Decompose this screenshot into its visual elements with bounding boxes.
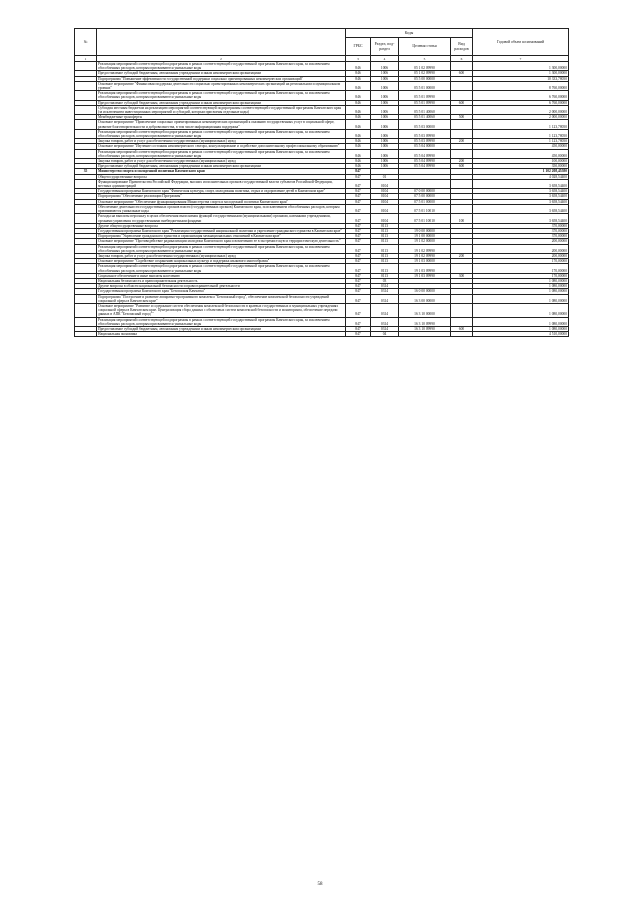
- row-section: 0113: [371, 264, 399, 273]
- row-expense: [451, 204, 473, 213]
- row-article: 05 5 01 09990: [399, 100, 451, 105]
- row-article: 05 1 02 09990: [399, 71, 451, 76]
- row-grbs: 847: [346, 294, 371, 303]
- row-name: Закупка товаров, работ и услуг для обеспечения государственных (муниципальных) нужд: [97, 159, 346, 164]
- row-name: Субсидия местным бюджетам на реализацию мероприятий соответствующей подпрограммы соответствующей государственной программы Камчатского края (за исключением инвестиционных мероприятий и субсидий, которым присвоены отдельные коды): [97, 105, 346, 114]
- row-grbs: 846: [346, 164, 371, 169]
- row-section: 1006: [371, 62, 399, 71]
- row-section: 0113: [371, 273, 399, 278]
- row-grbs: 847: [346, 317, 371, 326]
- row-section: 03: [371, 278, 399, 283]
- row-amount: 2 000,00000: [473, 115, 569, 120]
- row-expense: 200: [451, 253, 473, 258]
- table-row: [75, 179, 569, 188]
- row-expense: 200: [451, 159, 473, 164]
- table-row: [75, 317, 569, 326]
- row-expense: 600: [451, 71, 473, 76]
- table-body: [75, 62, 569, 337]
- row-amount: 1 300,00000: [473, 62, 569, 71]
- row-name: Подпрограмма "Укрепление гражданского единства и гармонизация межнациональных отношений в Камчатском крае": [97, 234, 346, 239]
- row-amount: 1 123,78050: [473, 139, 569, 144]
- row-name: Функционирование Правительства Российской Федерации, высших исполнительных органов государственной власти субъектов Российской Федерации, местных администраций: [97, 179, 346, 188]
- header-annual: Годовой объем ассигнований: [473, 29, 569, 56]
- row-amount: 3 658,54400: [473, 189, 569, 194]
- row-article: 16 3 00 00000: [399, 294, 451, 303]
- row-article: 05 5 04 09990: [399, 149, 451, 158]
- row-name: Реализация мероприятий соответствующей подпрограммы в рамках соответствующей государственной программы Камчатского края, за исключением обособленных расходов, которым присваиваются уникальные коды: [97, 149, 346, 158]
- row-number: [75, 129, 97, 138]
- row-article: [399, 332, 451, 337]
- row-amount: 1 080,00000: [473, 326, 569, 331]
- row-number: [75, 204, 97, 213]
- row-grbs: 846: [346, 76, 371, 81]
- row-amount: 450,00000: [473, 144, 569, 149]
- row-article: 16 3 10 00000: [399, 303, 451, 317]
- row-expense: 300: [451, 273, 473, 278]
- row-number: [75, 91, 97, 100]
- row-grbs: 846: [346, 81, 371, 90]
- row-amount: 3 658,54400: [473, 194, 569, 199]
- row-number: [75, 317, 97, 326]
- row-section: 0104: [371, 189, 399, 194]
- header-grbs: ГРБС: [346, 38, 371, 56]
- row-number: 35: [75, 169, 97, 174]
- row-section: 1006: [371, 81, 399, 90]
- row-section: 0113: [371, 239, 399, 244]
- row-grbs: 847: [346, 259, 371, 264]
- row-name: Реализация мероприятий соответствующей подпрограммы в рамках соответствующей государственной программы Камчатского края, за исключением обособленных расходов, которым присваиваются уникальные коды: [97, 317, 346, 326]
- table-row: [75, 62, 569, 71]
- row-name: Общегосударственные вопросы: [97, 174, 346, 179]
- row-name: Реализация мероприятий соответствующей подпрограммы в рамках соответствующей государственной программы Камчатского края, за исключением обособленных расходов, которым присваиваются уникальные коды: [97, 62, 346, 71]
- row-section: 0113: [371, 253, 399, 258]
- row-amount: 170,00000: [473, 259, 569, 264]
- row-section: 1006: [371, 71, 399, 76]
- row-grbs: 846: [346, 105, 371, 114]
- row-grbs: 847: [346, 326, 371, 331]
- row-expense: [451, 332, 473, 337]
- row-article: 19 1 02 00000: [399, 239, 451, 244]
- row-name: Министерство спорта и молодежной политики Камчатского края: [97, 169, 346, 174]
- row-section: 0314: [371, 303, 399, 317]
- row-amount: 170,00000: [473, 264, 569, 273]
- row-amount: 370,00000: [473, 223, 569, 228]
- row-grbs: 847: [346, 179, 371, 188]
- row-name: Подпрограмма "Повышение эффективности государственной поддержки социально ориентированных некоммерческих организаций": [97, 76, 346, 81]
- row-section: 0113: [371, 244, 399, 253]
- row-section: 0113: [371, 228, 399, 233]
- row-section: 1006: [371, 91, 399, 100]
- row-article: 16 3 10 09990: [399, 326, 451, 331]
- row-grbs: 846: [346, 139, 371, 144]
- row-article: 07 0 00 00000: [399, 189, 451, 194]
- row-expense: 200: [451, 139, 473, 144]
- row-number: [75, 214, 97, 223]
- row-expense: 500: [451, 115, 473, 120]
- row-expense: [451, 149, 473, 158]
- row-name: Государственная программа Камчатского края "Реализация государственной национальной политики и укрепление гражданского единства в Камчатском крае": [97, 228, 346, 233]
- row-section: 1006: [371, 100, 399, 105]
- row-expense: [451, 179, 473, 188]
- row-article: 16 0 00 00000: [399, 289, 451, 294]
- header-section: Раздел, под-раздел: [371, 38, 399, 56]
- row-amount: 370,00000: [473, 234, 569, 239]
- row-expense: [451, 81, 473, 90]
- row-number: [75, 105, 97, 114]
- row-article: 05 5 01 40060: [399, 115, 451, 120]
- row-name: Основное мероприятие "Привлечение социально ориентированных некоммерческих организаций к оказанию государственных услуг в социальной сфере, развитие благотворительности и добровольчества, в том числе информационная поддержка": [97, 120, 346, 129]
- row-number: [75, 81, 97, 90]
- row-section: 1006: [371, 76, 399, 81]
- header-expense: Вид расходов: [451, 38, 473, 56]
- row-amount: 1 080,00000: [473, 317, 569, 326]
- row-grbs: 847: [346, 174, 371, 179]
- row-article: 05 5 01 09990: [399, 91, 451, 100]
- row-grbs: 847: [346, 289, 371, 294]
- row-name: Подпрограмма "Построение и развитие аппаратно-программного комплекса "Безопасный город", обеспечение комплексной безопасности учреждений социальной сферы в Камчатском крае": [97, 294, 346, 303]
- row-expense: [451, 62, 473, 71]
- row-name: Основное мероприятие "Обеспечение функционирования Министерства спорта и молодежной политики Камчатского края": [97, 199, 346, 204]
- row-number: [75, 120, 97, 129]
- row-section: 1006: [371, 149, 399, 158]
- row-amount: 1 080,00000: [473, 294, 569, 303]
- row-name: Обеспечение деятельности государственных органов власти (государственных органов) Камчатского края, за исключением обособленных расходов, которым присваиваются уникальные коды: [97, 204, 346, 213]
- row-grbs: 847: [346, 199, 371, 204]
- row-number: [75, 264, 97, 273]
- table-row: [75, 294, 569, 303]
- row-section: 0104: [371, 199, 399, 204]
- row-amount: 10 333,78050: [473, 76, 569, 81]
- row-expense: [451, 264, 473, 273]
- row-name: Основное мероприятие "Содействие сохранению национальных культур и поддержка языкового многообразия": [97, 259, 346, 264]
- table-row: [75, 264, 569, 273]
- row-name: Другие вопросы в области национальной безопасности и правоохранительной деятельности: [97, 284, 346, 289]
- row-grbs: 846: [346, 159, 371, 164]
- row-section: 0104: [371, 204, 399, 213]
- row-article: 19 1 03 00000: [399, 259, 451, 264]
- row-section: 1006: [371, 139, 399, 144]
- row-amount: 6 760,00000: [473, 100, 569, 105]
- row-name: Закупка товаров, работ и услуг для обеспечения государственных (муниципальных) нужд: [97, 139, 346, 144]
- row-name: Социальное обеспечение и иные выплаты населению: [97, 273, 346, 278]
- row-name: Предоставление субсидий бюджетным, автономным учреждениям и иным некоммерческим организациям: [97, 326, 346, 331]
- row-name: Основное мероприятие "Финансовая поддержка деятельности социально ориентированных некоммерческих организаций на региональном и муниципальном уровнях": [97, 81, 346, 90]
- row-name: Предоставление субсидий бюджетным, автономным учреждениям и иным некоммерческим организациям: [97, 100, 346, 105]
- row-amount: 4 510,00000: [473, 332, 569, 337]
- row-amount: 100,00000: [473, 159, 569, 164]
- row-expense: [451, 129, 473, 138]
- row-number: [75, 179, 97, 188]
- column-number: 3: [346, 56, 371, 62]
- row-grbs: 846: [346, 91, 371, 100]
- column-number: 4: [371, 56, 399, 62]
- row-name: Реализация мероприятий соответствующей подпрограммы в рамках соответствующей государственной программы Камчатского края, за исключением обособленных расходов, которым присваиваются уникальные коды: [97, 264, 346, 273]
- row-grbs: 847: [346, 228, 371, 233]
- row-article: 07 5 01 00000: [399, 199, 451, 204]
- row-section: 1006: [371, 115, 399, 120]
- row-amount: 3 658,54400: [473, 179, 569, 188]
- row-section: 0113: [371, 259, 399, 264]
- row-amount: 6 760,00000: [473, 91, 569, 100]
- row-grbs: 846: [346, 120, 371, 129]
- table-row: [75, 120, 569, 129]
- row-amount: 1 123,78050: [473, 129, 569, 138]
- row-article: [399, 179, 451, 188]
- row-article: 05 1 02 09990: [399, 62, 451, 71]
- header-article: Целевая статья: [399, 38, 451, 56]
- row-grbs: 847: [346, 264, 371, 273]
- row-grbs: 846: [346, 100, 371, 105]
- row-amount: 450,00000: [473, 149, 569, 158]
- row-section: 0314: [371, 326, 399, 331]
- row-amount: 1 123,78050: [473, 120, 569, 129]
- row-article: 05 5 04 00000: [399, 144, 451, 149]
- row-amount: 1 300,00000: [473, 71, 569, 76]
- row-expense: 600: [451, 164, 473, 169]
- row-article: 07 5 00 00000: [399, 194, 451, 199]
- row-article: 19 1 00 00000: [399, 234, 451, 239]
- row-amount: 3 658,54400: [473, 204, 569, 213]
- row-section: 1006: [371, 105, 399, 114]
- row-section: 1006: [371, 164, 399, 169]
- row-grbs: 846: [346, 144, 371, 149]
- row-article: 19 1 02 09990: [399, 244, 451, 253]
- row-grbs: 847: [346, 223, 371, 228]
- row-article: 05 5 04 09990: [399, 164, 451, 169]
- row-grbs: 846: [346, 71, 371, 76]
- row-section: 1006: [371, 144, 399, 149]
- row-number: [75, 62, 97, 71]
- table-row: [75, 105, 569, 114]
- row-section: 01: [371, 174, 399, 179]
- row-section: 0314: [371, 284, 399, 289]
- row-number: [75, 294, 97, 303]
- row-article: 05 5 03 09990: [399, 139, 451, 144]
- row-name: Государственная программа Камчатского края "Безопасная Камчатка": [97, 289, 346, 294]
- row-grbs: 847: [346, 273, 371, 278]
- column-number: 2: [97, 56, 346, 62]
- row-article: 05 5 01 40060: [399, 105, 451, 114]
- row-expense: 100: [451, 214, 473, 223]
- row-number: [75, 303, 97, 317]
- row-article: 05 5 03 09990: [399, 129, 451, 138]
- row-amount: 3 658,54400: [473, 214, 569, 223]
- column-number: 7: [473, 56, 569, 62]
- row-name: Национальная экономика: [97, 332, 346, 337]
- row-article: 05 5 04 09990: [399, 159, 451, 164]
- row-article: 07 5 01 10010: [399, 214, 451, 223]
- row-amount: 1 102 208,45580: [473, 169, 569, 174]
- row-grbs: 847: [346, 332, 371, 337]
- row-article: 07 5 01 10010: [399, 204, 451, 213]
- row-grbs: 846: [346, 62, 371, 71]
- row-expense: [451, 244, 473, 253]
- row-amount: 200,00000: [473, 244, 569, 253]
- row-grbs: 846: [346, 115, 371, 120]
- row-article: 19 1 03 09990: [399, 273, 451, 278]
- table-row: [75, 149, 569, 158]
- row-name: Реализация мероприятий соответствующей подпрограммы в рамках соответствующей государственной программы Камчатского края, за исключением обособленных расходов, которым присваиваются уникальные коды: [97, 244, 346, 253]
- row-grbs: 847: [346, 239, 371, 244]
- row-name: Государственная программа Камчатского края "Физическая культура, спорт, молодежная политика, отдых и оздоровление детей в Камчатском крае": [97, 189, 346, 194]
- row-expense: [451, 303, 473, 317]
- budget-table: [74, 28, 569, 337]
- row-amount: 200,00000: [473, 253, 569, 258]
- row-amount: 8 760,00000: [473, 81, 569, 90]
- row-section: 0314: [371, 294, 399, 303]
- table-row: [75, 91, 569, 100]
- row-article: 05 5 01 00000: [399, 81, 451, 90]
- row-amount: 1 080,00000: [473, 284, 569, 289]
- row-name: Закупка товаров, работ и услуг для обеспечения государственных (муниципальных) нужд: [97, 253, 346, 258]
- row-expense: 600: [451, 100, 473, 105]
- row-name: Реализация мероприятий соответствующей подпрограммы в рамках соответствующей государственной программы Камчатского края, за исключением обособленных расходов, которым присваиваются уникальные коды: [97, 129, 346, 138]
- row-article: 05 5 03 00000: [399, 120, 451, 129]
- row-amount: 200,00000: [473, 239, 569, 244]
- row-section: 0314: [371, 289, 399, 294]
- row-amount: 1 080,00000: [473, 278, 569, 283]
- header-name: [97, 29, 346, 56]
- row-grbs: 847: [346, 234, 371, 239]
- row-grbs: 847: [346, 253, 371, 258]
- row-name: Предоставление субсидий бюджетным, автономным учреждениям и иным некоммерческим организациям: [97, 71, 346, 76]
- row-amount: 2 000,00000: [473, 105, 569, 114]
- row-grbs: 847: [346, 303, 371, 317]
- row-number: [75, 149, 97, 158]
- row-grbs: 846: [346, 149, 371, 158]
- table-row: [75, 332, 569, 337]
- row-amount: 3 658,54400: [473, 199, 569, 204]
- header-num: №: [75, 29, 97, 56]
- row-expense: 600: [451, 326, 473, 331]
- row-amount: 1 080,00000: [473, 289, 569, 294]
- column-number: 5: [399, 56, 451, 62]
- row-number: [75, 244, 97, 253]
- row-article: 16 3 10 09990: [399, 317, 451, 326]
- row-grbs: 847: [346, 278, 371, 283]
- table-row: [75, 303, 569, 317]
- row-name: Межбюджетные трансферты: [97, 115, 346, 120]
- row-grbs: 847: [346, 169, 371, 174]
- header-codes: Коды: [346, 29, 473, 38]
- row-section: 0314: [371, 317, 399, 326]
- row-article: 19 1 03 09990: [399, 264, 451, 273]
- row-amount: 170,00000: [473, 273, 569, 278]
- row-grbs: 847: [346, 244, 371, 253]
- row-number: [75, 332, 97, 337]
- row-article: 05 5 00 00000: [399, 76, 451, 81]
- row-amount: 1 080,00000: [473, 303, 569, 317]
- budget-table-sheet: [74, 28, 568, 337]
- row-name: Реализация мероприятий соответствующей подпрограммы в рамках соответствующей государственной программы Камчатского края, за исключением обособленных расходов, которым присваиваются уникальные коды: [97, 91, 346, 100]
- table-row: [75, 214, 569, 223]
- table-row: [75, 244, 569, 253]
- row-name: Основное мероприятие "Изучение состояния некоммерческого сектора, консультирование и содействие дополнительному профессиональному образованию": [97, 144, 346, 149]
- row-name: Расходы на выплаты персоналу в целях обеспечения выполнения функций государственными (муниципальными) органами, казенными учреждениями, органами управления государственными внебюджетными фондами: [97, 214, 346, 223]
- row-expense: [451, 91, 473, 100]
- row-section: 0104: [371, 179, 399, 188]
- row-name: Национальная безопасность и правоохранительная деятельность: [97, 278, 346, 283]
- row-section: 0113: [371, 223, 399, 228]
- row-article: 19 0 00 00000: [399, 228, 451, 233]
- row-expense: [451, 294, 473, 303]
- row-article: 19 1 02 09990: [399, 253, 451, 258]
- table-row: [75, 204, 569, 213]
- row-name: Другие общегосударственные вопросы: [97, 223, 346, 228]
- row-section: 04: [371, 332, 399, 337]
- row-grbs: 847: [346, 194, 371, 199]
- row-section: 1006: [371, 120, 399, 129]
- row-section: 1006: [371, 129, 399, 138]
- row-name: Предоставление субсидий бюджетным, автономным учреждениям и иным некоммерческим организациям: [97, 164, 346, 169]
- column-number: 1: [75, 56, 97, 62]
- table-row: [75, 129, 569, 138]
- row-grbs: 847: [346, 204, 371, 213]
- row-name: Основное мероприятие "Противодействие радикализации молодежи Камчатского края и вовлечению ее в экстремистскую и террористическую деятельность": [97, 239, 346, 244]
- row-expense: [451, 120, 473, 129]
- row-amount: 370,00000: [473, 228, 569, 233]
- row-expense: [451, 105, 473, 114]
- row-grbs: 847: [346, 189, 371, 194]
- row-section: 0113: [371, 234, 399, 239]
- row-section: 1006: [371, 159, 399, 164]
- row-name: Основное мероприятие "Развитие и содержание систем обеспечения комплексной безопасности в краевых государственных и муниципальных учреждениях социальной сферы в Камчатском крае. Централизация сбора данных с объектовых систем комплексной безопасности и мониторинга, обеспечение передачи данных в АПК "Безопасный город"": [97, 303, 346, 317]
- table-row: [75, 81, 569, 90]
- row-amount: 4 028,54400: [473, 174, 569, 179]
- row-grbs: 846: [346, 129, 371, 138]
- row-grbs: 847: [346, 284, 371, 289]
- column-number: 6: [451, 56, 473, 62]
- row-expense: [451, 317, 473, 326]
- row-section: 0104: [371, 194, 399, 199]
- page-number: 58: [317, 882, 323, 887]
- row-amount: 350,00000: [473, 164, 569, 169]
- row-grbs: 847: [346, 214, 371, 223]
- row-section: 0104: [371, 214, 399, 223]
- row-name: Подпрограмма "Обеспечение реализации Программы": [97, 194, 346, 199]
